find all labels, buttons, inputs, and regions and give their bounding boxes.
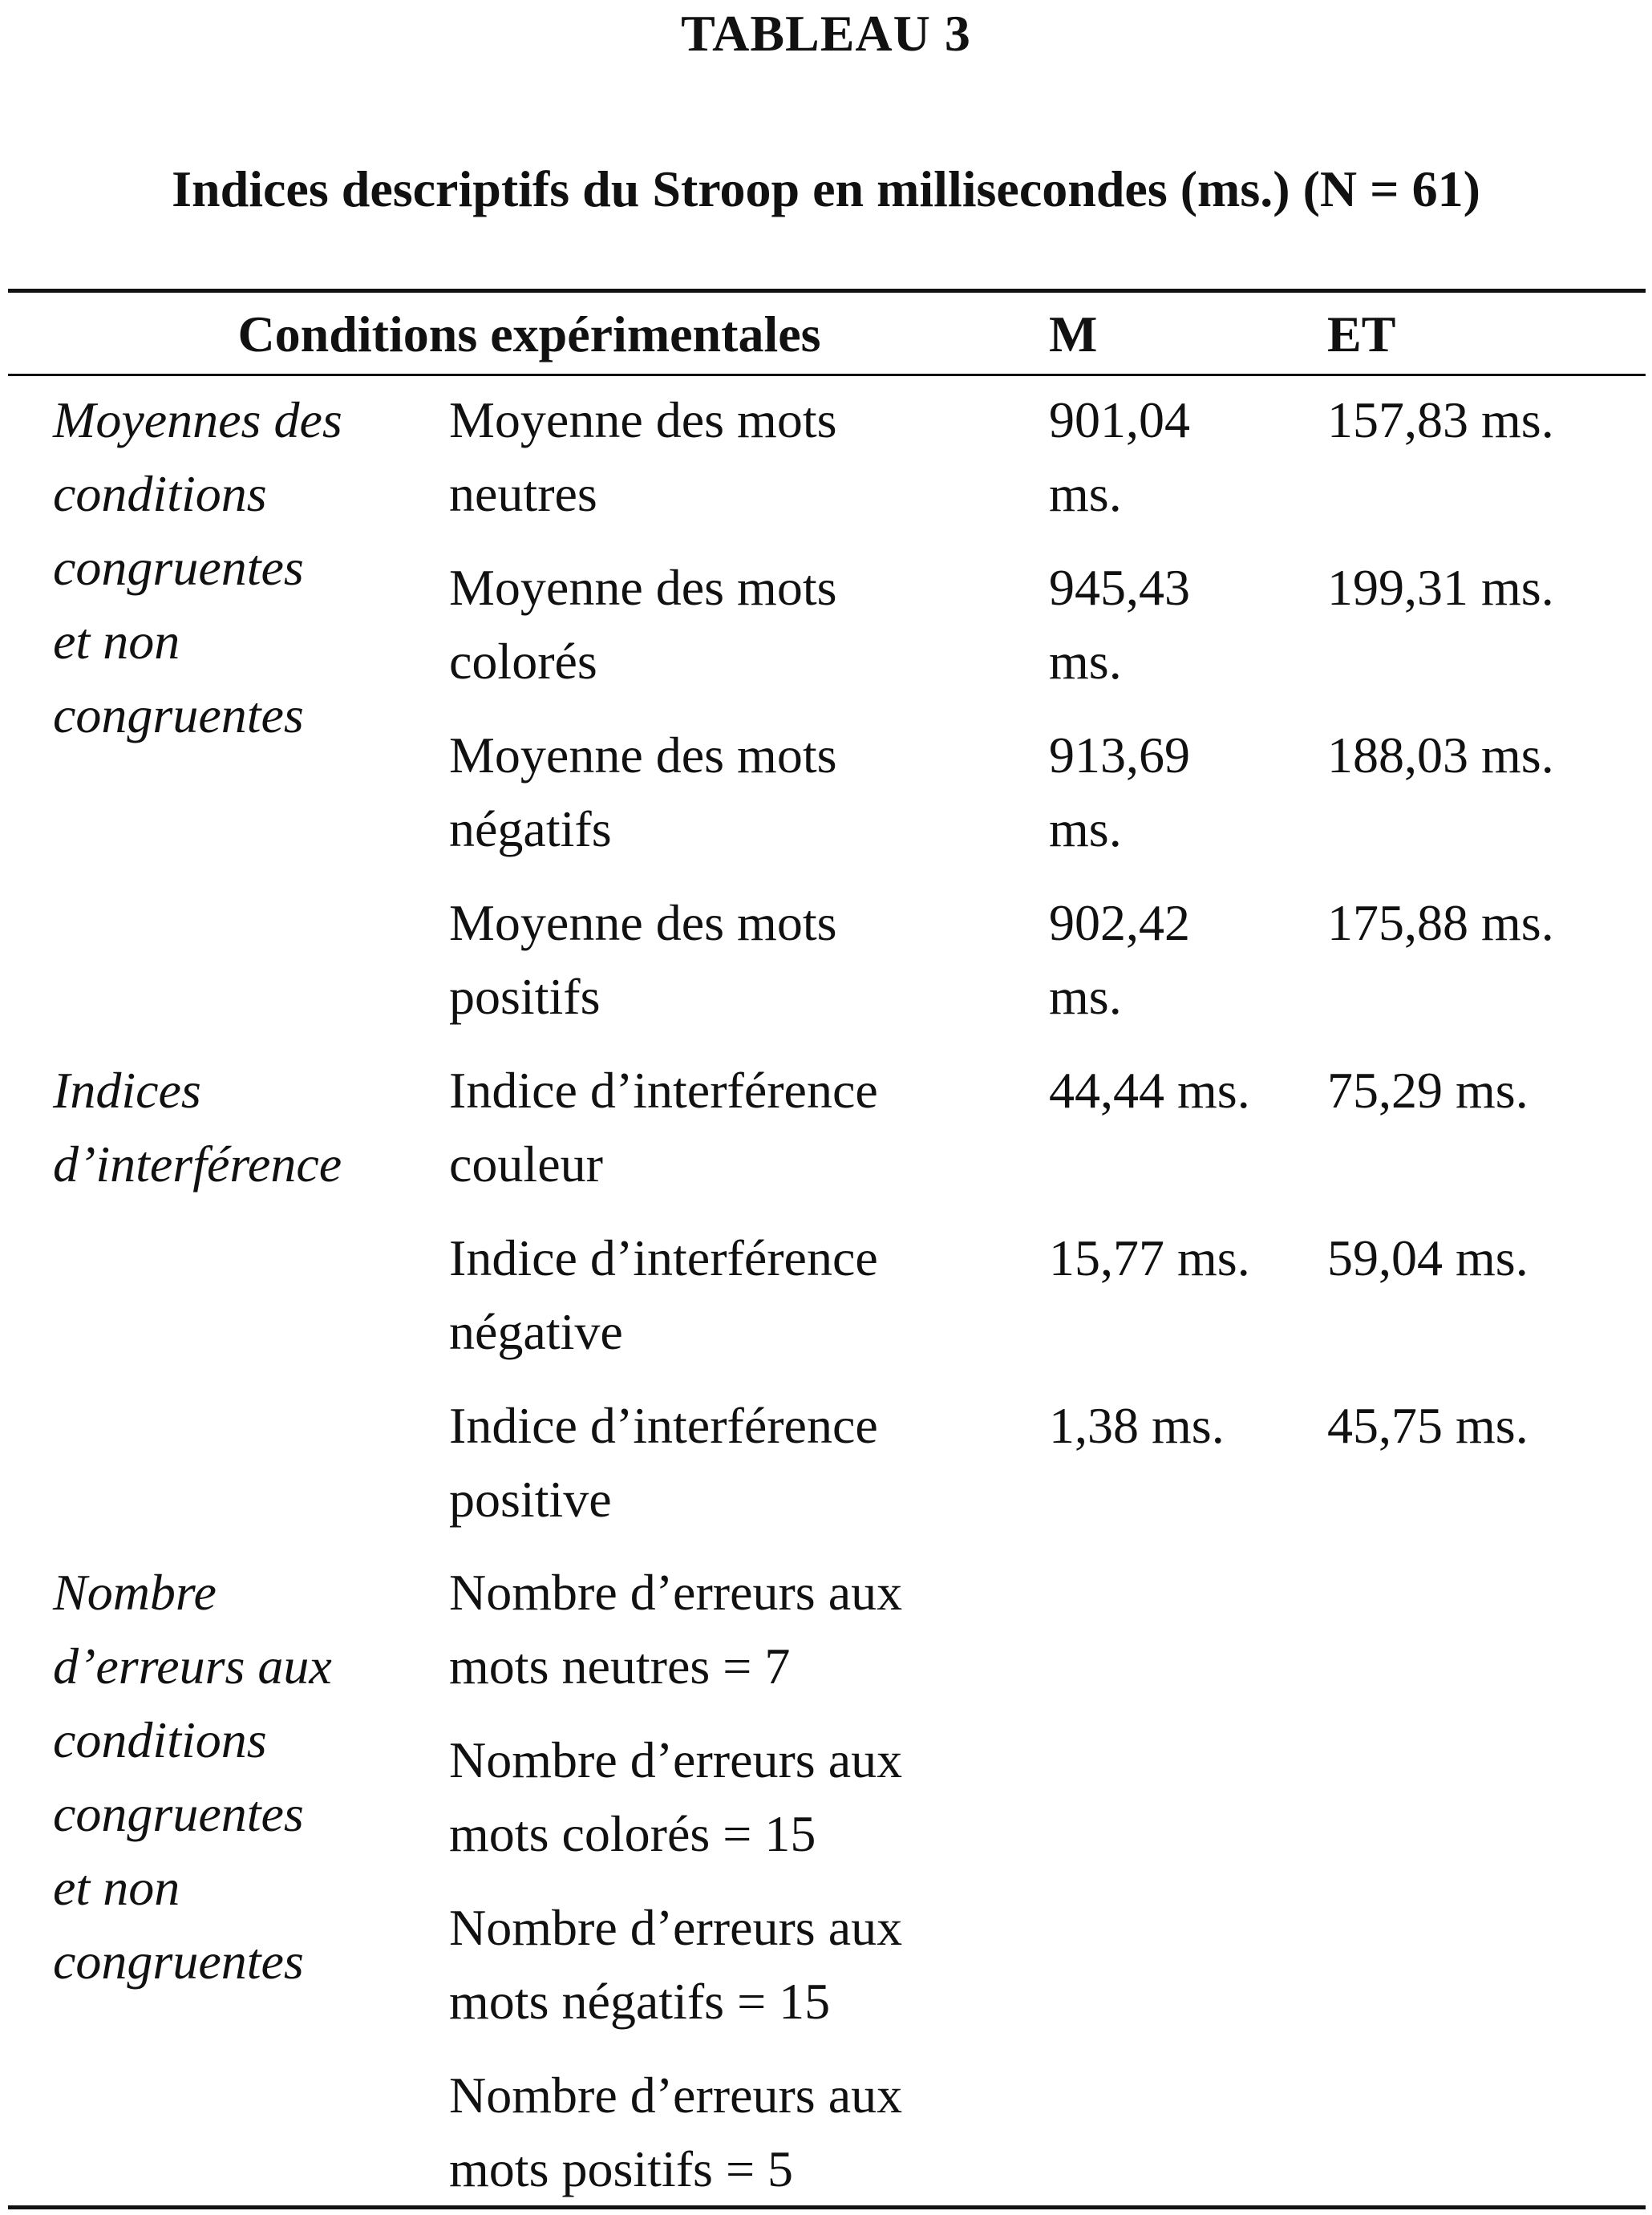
column-header-et: ET <box>1327 306 1396 362</box>
row-mean: 902,42 ms. <box>1049 894 1190 1025</box>
row-mean: 901,04 ms. <box>1049 391 1190 522</box>
group-label-interference: Indices d’interférence <box>53 1062 342 1193</box>
table-bottom-rule <box>8 2205 1646 2209</box>
table-header-rule <box>8 374 1646 376</box>
row-sd: 59,04 ms. <box>1327 1229 1529 1286</box>
row-mean: 44,44 ms. <box>1049 1062 1250 1119</box>
row-mean: 15,77 ms. <box>1049 1229 1250 1286</box>
row-sd: 45,75 ms. <box>1327 1397 1529 1454</box>
row-condition: Indice d’interférence positive <box>449 1397 878 1528</box>
row-condition: Indice d’interférence couleur <box>449 1062 878 1193</box>
group-label-means: Moyennes des conditions congruentes et non congruentes <box>53 391 342 743</box>
group-label-errors: Nombre d’erreurs aux conditions congruentes et non congruentes <box>53 1564 332 1990</box>
column-header-conditions: Conditions expérimentales <box>237 306 821 362</box>
row-mean: 1,38 ms. <box>1049 1397 1225 1454</box>
row-condition: Indice d’interférence négative <box>449 1229 878 1360</box>
row-mean: 945,43 ms. <box>1049 559 1190 690</box>
table-label: TABLEAU 3 <box>681 5 971 62</box>
row-condition: Moyenne des mots colorés <box>449 559 837 690</box>
row-condition: Moyenne des mots positifs <box>449 894 837 1025</box>
row-sd: 199,31 ms. <box>1327 559 1554 616</box>
row-sd: 175,88 ms. <box>1327 894 1554 951</box>
row-condition: Nombre d’erreurs aux mots neutres = 7 <box>449 1564 903 1695</box>
table-top-rule <box>8 289 1646 293</box>
column-header-m: M <box>1049 306 1098 362</box>
table-caption: Indices descriptifs du Stroop en millisecondes (ms.) (N = 61) <box>172 160 1480 217</box>
row-sd: 75,29 ms. <box>1327 1062 1529 1119</box>
row-mean: 913,69 ms. <box>1049 727 1190 857</box>
row-condition: Moyenne des mots neutres <box>449 391 837 522</box>
row-sd: 157,83 ms. <box>1327 391 1554 448</box>
row-condition: Nombre d’erreurs aux mots positifs = 5 <box>449 2067 903 2197</box>
row-condition: Nombre d’erreurs aux mots négatifs = 15 <box>449 1899 903 2030</box>
row-condition: Nombre d’erreurs aux mots colorés = 15 <box>449 1731 903 1862</box>
row-condition: Moyenne des mots négatifs <box>449 727 837 857</box>
row-sd: 188,03 ms. <box>1327 727 1554 784</box>
